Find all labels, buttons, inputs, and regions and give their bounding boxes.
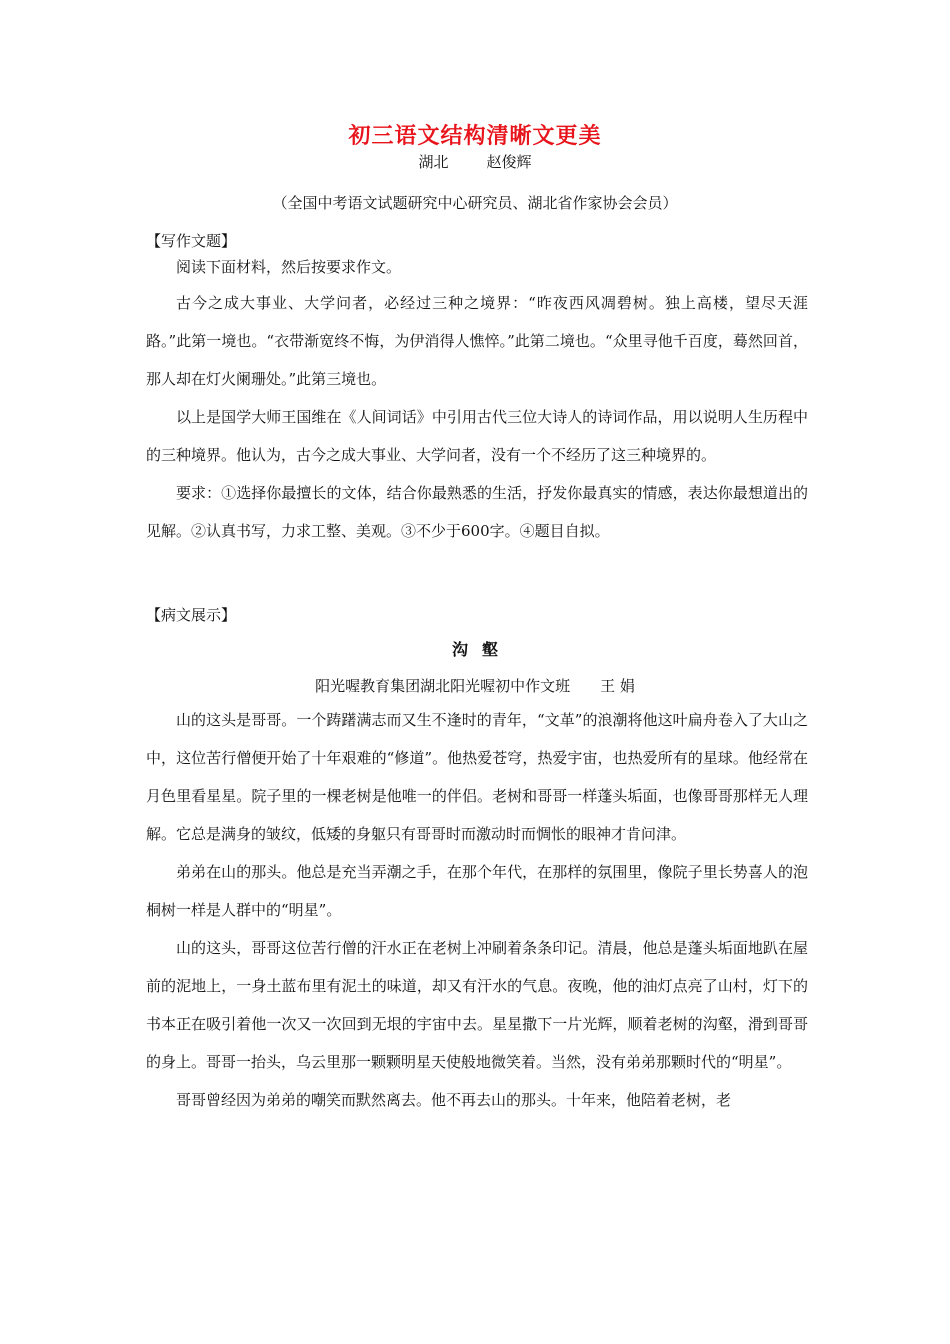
essay-paragraph: 山的这头是哥哥。一个踌躇满志而又生不逢时的青年，“文革”的浪潮将他这叶扁舟卷入了大山之中，这位苦行僧便开始了十年艰难的“修道”。他热爱苍穹，热爱宇宙，也热爱所有的星球。他经常在月色里看星星。院子里的一棵老树是他唯一的伴侣。老树和哥哥一样蓬头垢面，也像哥哥那样无人理解。它总是满身的皱纹，低矮的身躯只有哥哥时而激动时而惆怅的眼神才肯问津。 [146, 711, 808, 843]
essay-author-org: 阳光喔教育集团湖北阳光喔初中作文班 [315, 677, 571, 695]
essay-paragraph: 哥哥曾经因为弟弟的嘲笑而默然离去。他不再去山的那头。十年来，他陪着老树，老 [176, 1091, 732, 1109]
prompt-section-body [146, 250, 808, 550]
author-name: 赵俊辉 [486, 153, 532, 171]
prompt-section-label: 【写作文题】 [146, 232, 237, 250]
prompt-paragraph: 要求：①选择你最擅长的文体，结合你最熟悉的生活，抒发你最真实的情感，表达你最想道出的见解。②认真书写，力求工整、美观。③不少于600字。④题目自拟。 [146, 484, 808, 540]
essay-section-label: 【病文展示】 [146, 606, 237, 624]
essay-body [146, 701, 808, 1119]
prompt-paragraph: 阅读下面材料，然后按要求作文。 [176, 258, 402, 276]
prompt-paragraph: 以上是国学大师王国维在《人间词话》中引用古代三位大诗人的诗词作品，用以说明人生历程中的三种境界。他认为，古今之成大事业、大学问者，没有一个不经历了这三种境界的。 [146, 408, 808, 464]
author-affiliation: （全国中考语文试题研究中心研究员、湖北省作家协会会员） [272, 194, 678, 212]
prompt-paragraph: 古今之成大事业、大学问者，必经过三种之境界：“昨夜西风凋碧树。独上高楼，望尽天涯路。”此第一境也。“衣带渐宽终不悔，为伊消得人憔悴。”此第二境也。“众里寻他千百度，蓦然回首，那人却在灯火阑珊处。”此第三境也。 [146, 294, 808, 388]
document-title: 初三语文结构清晰文更美 [348, 123, 602, 149]
essay-paragraph: 弟弟在山的那头。他总是充当弄潮之手，在那个年代，在那样的氛围里，像院子里长势喜人的泡桐树一样是人群中的“明星”。 [146, 863, 808, 919]
author-region: 湖北 [418, 153, 449, 171]
author-line [0, 151, 950, 173]
essay-paragraph: 山的这头，哥哥这位苦行僧的汗水正在老树上冲刷着条条印记。清晨，他总是蓬头垢面地趴在屋前的泥地上，一身土蓝布里有泥土的味道，却又有汗水的气息。夜晚，他的油灯点亮了山村，灯下的书本正在吸引着他一次又一次回到无垠的宇宙中去。星星撒下一片光辉，顺着老树的沟壑，滑到哥哥的身上。哥哥一抬头，乌云里那一颗颗明星天使般地微笑着。当然，没有弟弟那颗时代的“明星”。 [146, 939, 808, 1071]
essay-author-line [0, 675, 950, 697]
essay-title: 沟壑 [451, 640, 512, 659]
essay-author-name: 王 娟 [600, 677, 635, 695]
